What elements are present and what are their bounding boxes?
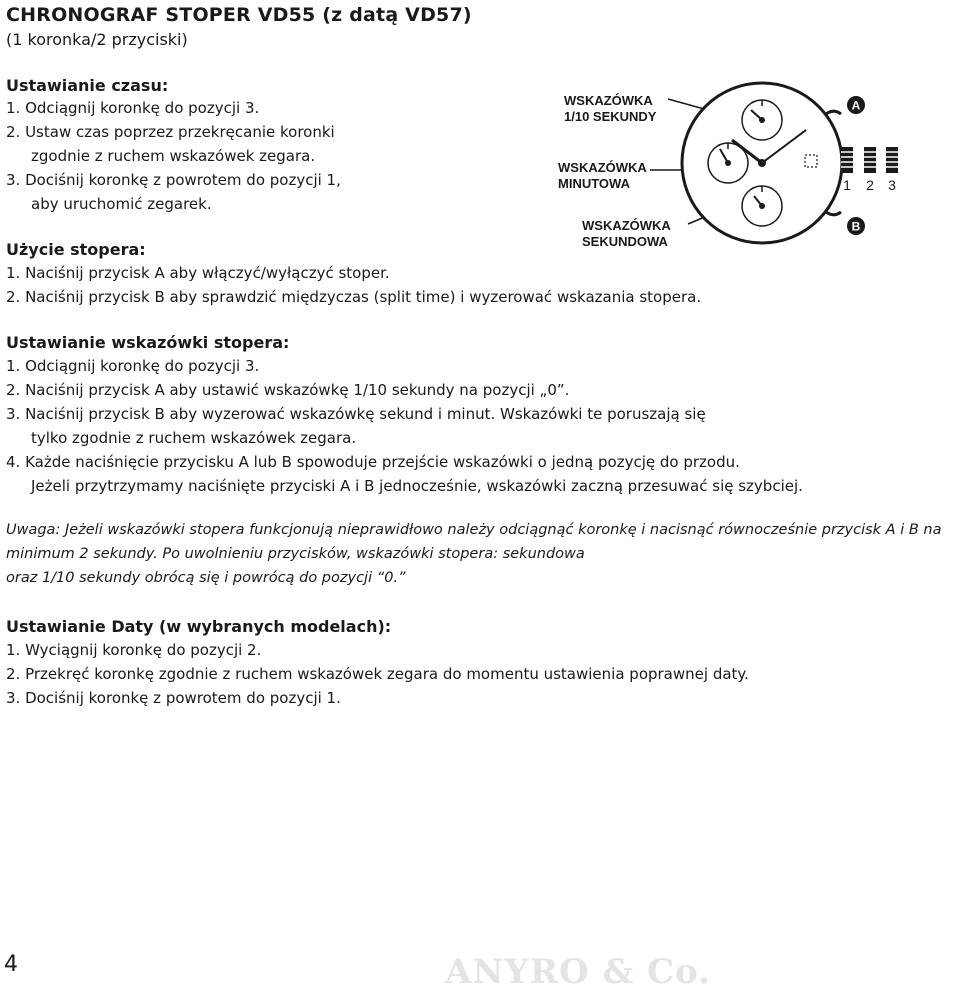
pusher-b — [825, 211, 841, 215]
page-title: CHRONOGRAF STOPER VD55 (z datą VD57) — [6, 4, 472, 26]
watermark-logo: ANYRO & Co. — [445, 952, 711, 992]
page-number: 4 — [4, 952, 18, 977]
label-second-line-2: SEKUNDOWA — [582, 234, 668, 249]
button-b-label: B — [851, 219, 861, 234]
time-setting-step-3: 3. Dociśnij koronkę z powrotem do pozycji 1, — [6, 171, 341, 189]
hand-setting-step-3: 3. Naciśnij przycisk B aby wyzerować wskazówkę sekund i minut. Wskazówki te poruszają się — [6, 405, 706, 423]
label-tenth-line-2: 1/10 SEKUNDY — [564, 109, 657, 124]
note-line-3: oraz 1/10 sekundy obrócą się i powrócą do pozycji “0.” — [6, 570, 406, 586]
time-setting-heading: Ustawianie czasu: — [6, 76, 169, 95]
time-setting-step-2-cont: zgodnie z ruchem wskazówek zegara. — [31, 147, 316, 165]
note-line-2: minimum 2 sekundy. Po uwolnieniu przycisków, wskazówki stopera: sekundowa — [6, 546, 585, 562]
label-minute-line-2: MINUTOWA — [558, 176, 630, 191]
hand-setting-step-4-cont: Jeżeli przytrzymamy naciśnięte przyciski A i B jednocześnie, wskazówki zaczną przesuwać się szybciej. — [31, 477, 803, 495]
hand-setting-step-2: 2. Naciśnij przycisk A aby ustawić wskazówkę 1/10 sekundy na pozycji „0”. — [6, 381, 570, 399]
stopwatch-use-step-1: 1. Naciśnij przycisk A aby włączyć/wyłączyć stoper. — [6, 264, 390, 282]
chronograph-diagram — [550, 78, 960, 258]
button-a-label: A — [851, 98, 861, 113]
label-second-line-1: WSKAZÓWKA — [582, 218, 671, 233]
page-subtitle: (1 koronka/2 przyciski) — [6, 30, 188, 49]
hand-setting-step-1: 1. Odciągnij koronkę do pozycji 3. — [6, 357, 260, 375]
note-line-1: Uwaga: Jeżeli wskazówki stopera funkcjonują nieprawidłowo należy odciągnąć koronkę i nacisnąć równocześnie przycisk A i B na — [6, 522, 942, 538]
hand-setting-heading: Ustawianie wskazówki stopera: — [6, 333, 290, 352]
date-setting-step-1: 1. Wyciągnij koronkę do pozycji 2. — [6, 641, 262, 659]
stopwatch-use-step-2: 2. Naciśnij przycisk B aby sprawdzić międzyczas (split time) i wyzerować wskazania stopera. — [6, 288, 702, 306]
label-tenth-line-1: WSKAZÓWKA — [564, 93, 653, 108]
hand-setting-step-4: 4. Każde naciśnięcie przycisku A lub B spowoduje przejście wskazówki o jedną pozycję do przodu. — [6, 453, 740, 471]
date-setting-step-3: 3. Dociśnij koronkę z powrotem do pozycji 1. — [6, 689, 341, 707]
crown-position-1: 1 — [843, 177, 851, 193]
date-setting-heading: Ustawianie Daty (w wybranych modelach): — [6, 617, 392, 636]
time-setting-step-2: 2. Ustaw czas poprzez przekręcanie koronki — [6, 123, 335, 141]
label-minute-line-1: WSKAZÓWKA — [558, 160, 647, 175]
date-setting-step-2: 2. Przekręć koronkę zgodnie z ruchem wskazówek zegara do momentu ustawienia poprawnej daty. — [6, 665, 749, 683]
time-setting-step-3-cont: aby uruchomić zegarek. — [31, 195, 212, 213]
stopwatch-use-heading: Użycie stopera: — [6, 240, 146, 259]
crown-positions — [841, 147, 898, 173]
crown-position-3: 3 — [888, 177, 896, 193]
time-setting-step-1: 1. Odciągnij koronkę do pozycji 3. — [6, 99, 260, 117]
pusher-a — [825, 111, 841, 115]
hand-setting-step-3-cont: tylko zgodnie z ruchem wskazówek zegara. — [31, 429, 357, 447]
crown-position-2: 2 — [866, 177, 874, 193]
